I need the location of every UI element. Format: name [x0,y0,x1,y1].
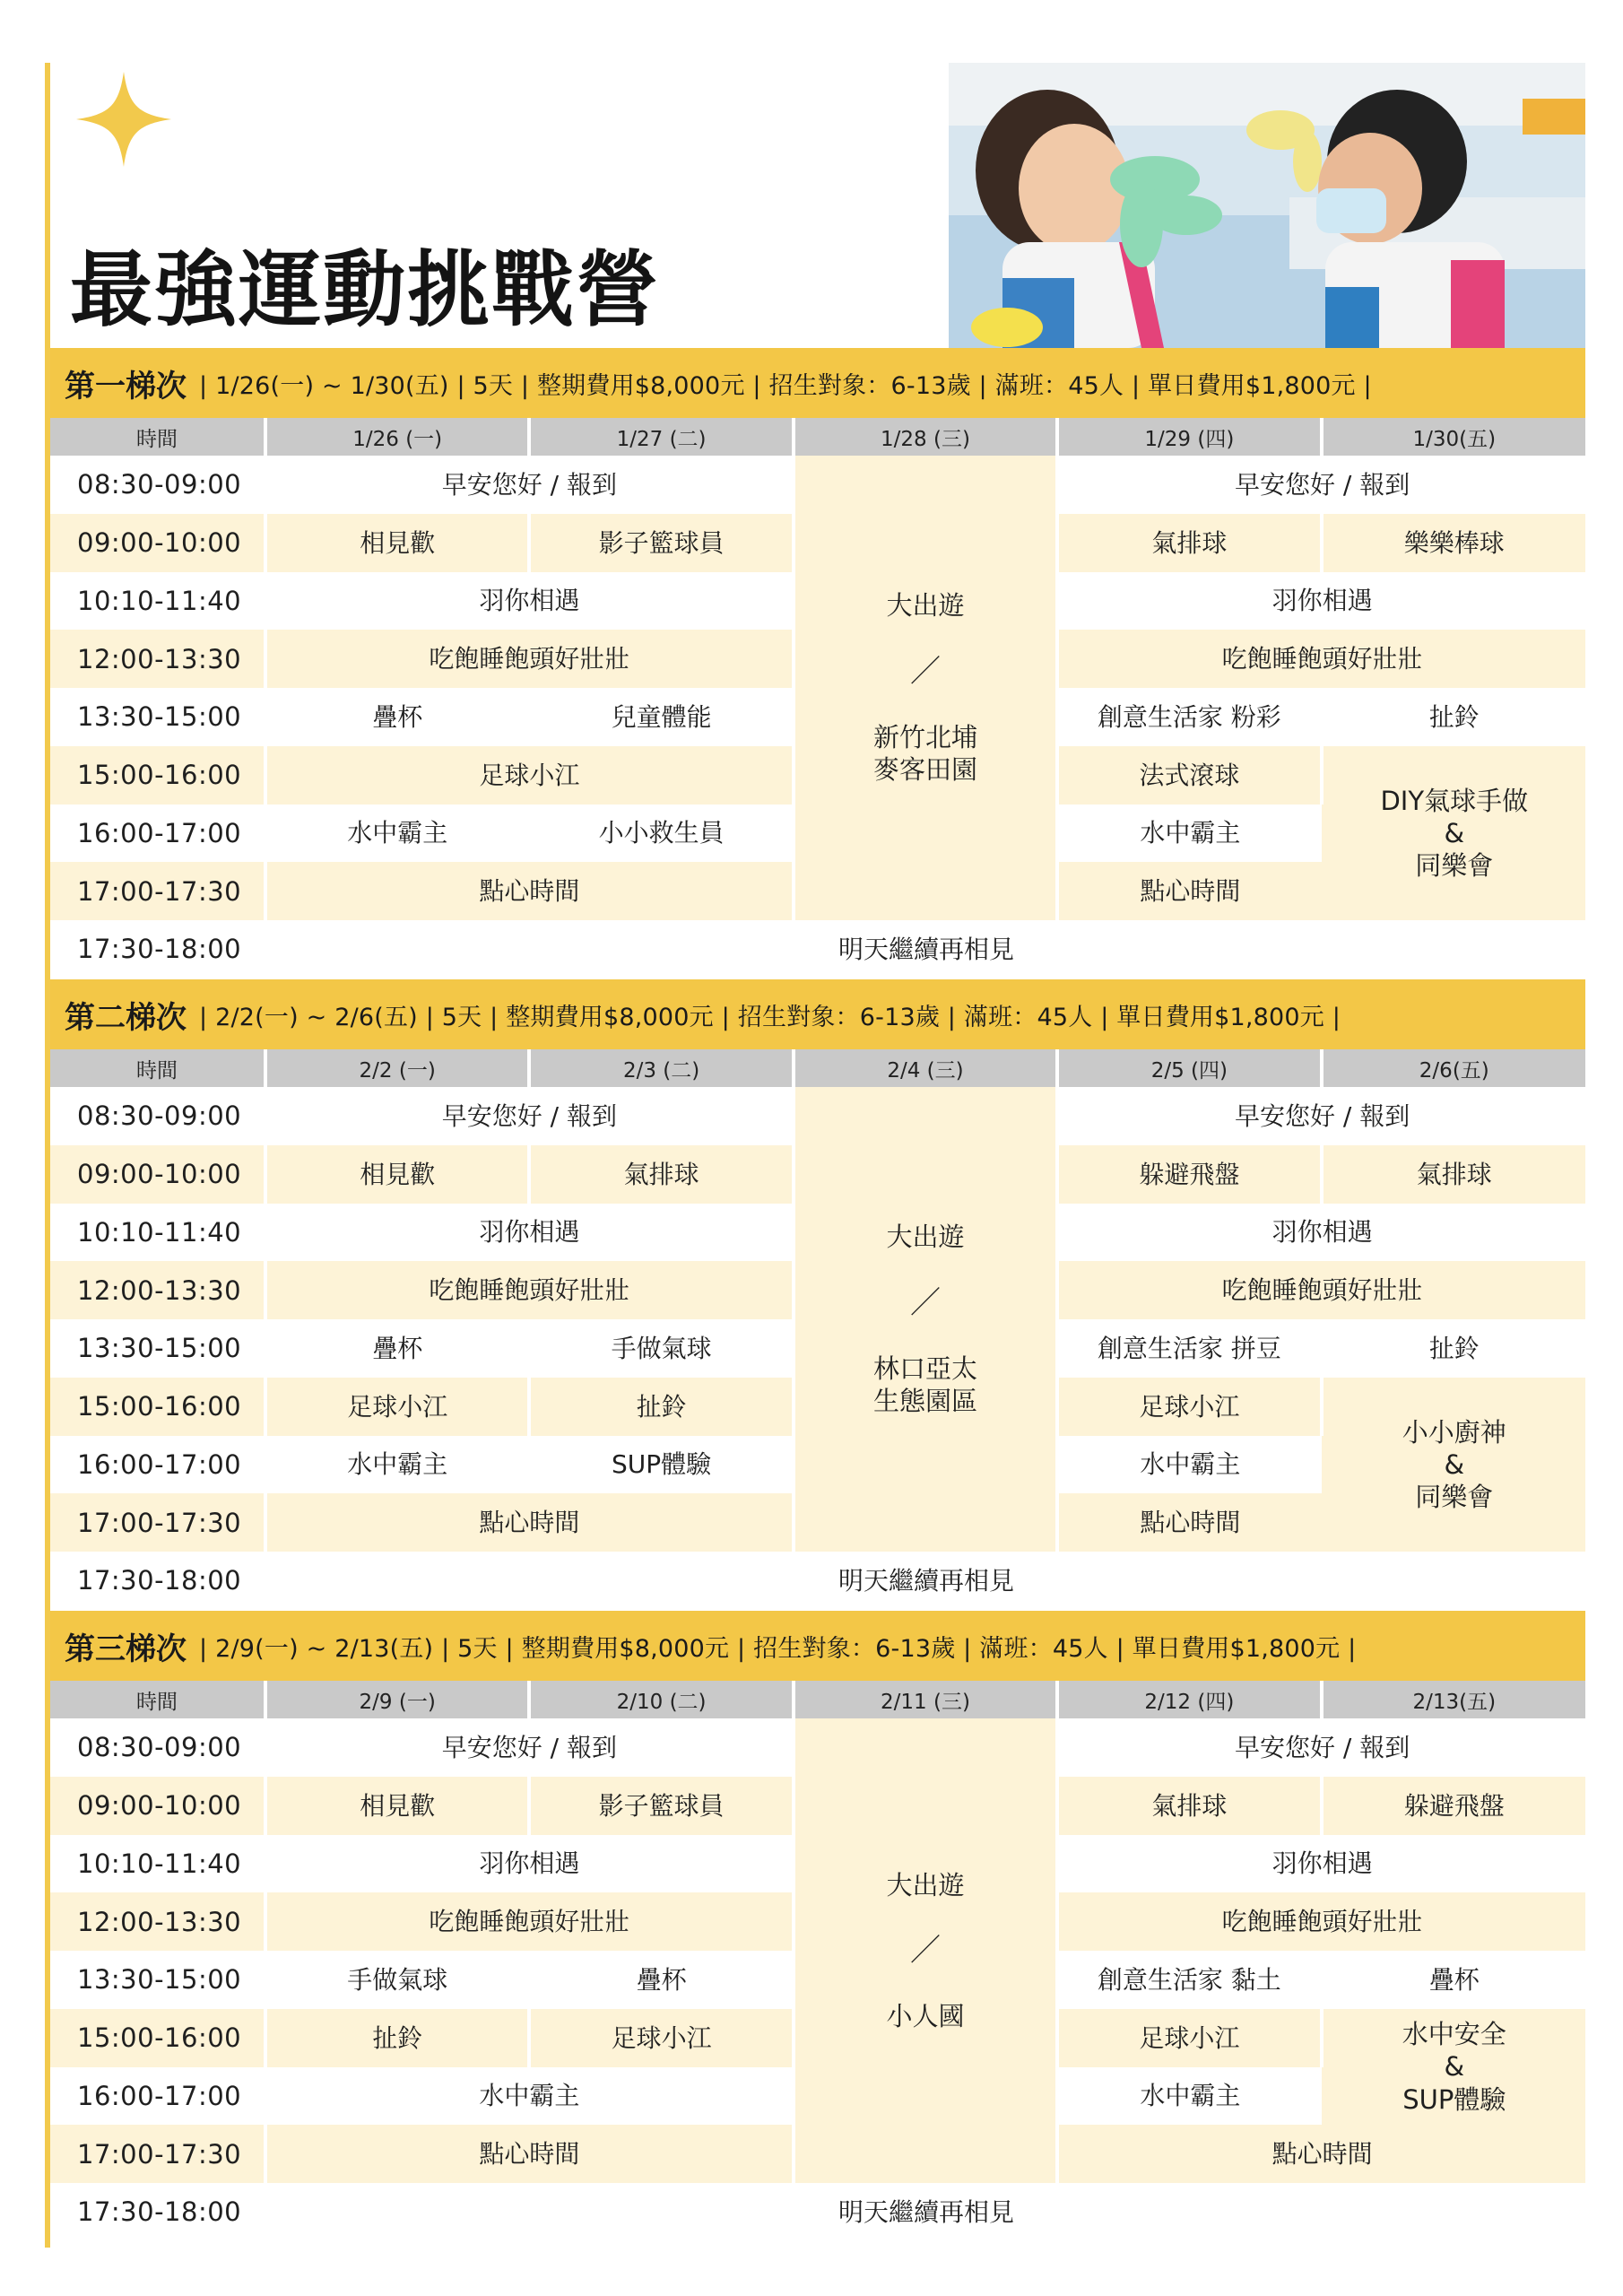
activity-cell: 扯鈴 [265,2009,529,2067]
activity-cell: 手做氣球 [265,1951,529,2009]
column-header: 1/30(五) [1322,418,1585,456]
activity-cell: 羽你相遇 [265,1204,794,1262]
activity-cell: 早安您好 / 報到 [265,1087,794,1145]
activity-cell: 吃飽睡飽頭好壯壯 [1057,1892,1585,1951]
activity-cell: 法式滾球 [1057,746,1321,804]
merged-line: DIY氣球手做 [1380,785,1529,816]
merged-activity-cell [1322,1378,1585,1552]
activity-cell: 羽你相遇 [1057,1204,1585,1262]
table-row [50,456,1585,514]
trip-destination: 生態園區 [872,1386,977,1417]
activity-cell: 氣排球 [1057,514,1321,572]
column-header: 2/6(五) [1322,1049,1585,1087]
trip-cell [794,456,1057,920]
time-cell: 10:10-11:40 [50,1204,265,1262]
activity-cell: 氣排球 [1322,1145,1585,1204]
activity-cell: 樂樂棒球 [1322,514,1585,572]
column-header: 1/26 (一) [265,418,529,456]
column-header: 1/29 (四) [1057,418,1321,456]
activity-cell: 點心時間 [1057,1493,1321,1552]
column-header: 1/28 (三) [794,418,1057,456]
column-header: 2/4 (三) [794,1049,1057,1087]
activity-cell: 創意生活家 黏土 [1057,1951,1321,2009]
column-header: 時間 [50,1681,265,1718]
activity-cell: 早安您好 / 報到 [1057,1718,1585,1777]
activity-cell: 吃飽睡飽頭好壯壯 [265,630,794,688]
session-info: | 2/2(一) ~ 2/6(五) | 5天 | 整期費用$8,000元 | 招生對象：6-13歲 | 滿班：45人 | 單日費用$1,800元 | [199,1003,1341,1031]
activity-cell: 相見歡 [265,514,529,572]
time-cell: 16:00-17:00 [50,1436,265,1494]
trip-destination: 麥客田園 [872,754,977,786]
table-header-row [50,418,1585,456]
column-header: 2/3 (二) [529,1049,793,1087]
time-cell: 08:30-09:00 [50,456,265,514]
activity-cell: 氣排球 [529,1145,793,1204]
merged-line: 水中安全 [1402,2019,1506,2050]
merged-activity-cell [1322,746,1585,920]
table-row [50,920,1585,978]
activity-cell: 吃飽睡飽頭好壯壯 [265,1261,794,1319]
session-name: 第二梯次 [65,999,187,1036]
activity-cell: 足球小江 [1057,2009,1321,2067]
session-1 [50,348,1585,978]
activity-cell: 吃飽睡飽頭好壯壯 [1057,1261,1585,1319]
column-header: 2/9 (一) [265,1681,529,1718]
time-cell: 13:30-15:00 [50,688,265,746]
time-cell: 09:00-10:00 [50,1777,265,1835]
column-header: 2/11 (三) [794,1681,1057,1718]
merged-line: 小小廚神 [1402,1416,1506,1448]
schedule-table [50,418,1585,978]
activity-cell: 扯鈴 [1322,688,1585,746]
activity-cell: 小小救生員 [529,804,793,863]
activity-cell: 足球小江 [265,1378,529,1436]
activity-cell: 創意生活家 粉彩 [1057,688,1321,746]
session-header [50,1611,1585,1681]
activity-cell: 水中霸主 [1057,1436,1321,1494]
activity-cell: 早安您好 / 報到 [265,456,794,514]
column-header: 時間 [50,1049,265,1087]
trip-slash: ／ [909,1932,941,1969]
activity-cell: 早安您好 / 報到 [1057,456,1585,514]
merged-line: 同樂會 [1415,850,1494,881]
activity-cell: 影子籃球員 [529,1777,793,1835]
time-cell: 09:00-10:00 [50,1145,265,1204]
page-title: 最強運動挑戰營 [70,242,661,338]
session-header [50,979,1585,1049]
trip-cell [794,1718,1057,2183]
column-header: 2/12 (四) [1057,1681,1321,1718]
merged-line: SUP體驗 [1402,2083,1506,2115]
activity-cell: 吃飽睡飽頭好壯壯 [265,1892,794,1951]
activity-cell: 羽你相遇 [1057,572,1585,631]
activity-cell: 水中霸主 [1057,2067,1321,2126]
time-cell: 09:00-10:00 [50,514,265,572]
schedule-table [50,1681,1585,2241]
activity-cell: 扯鈴 [529,1378,793,1436]
activity-cell: 疊杯 [1322,1951,1585,2009]
merged-line: 同樂會 [1415,1482,1494,1512]
time-cell: 17:00-17:30 [50,862,265,920]
activity-cell: 明天繼續再相見 [265,920,1585,978]
time-cell: 17:30-18:00 [50,2183,265,2241]
activity-cell: 點心時間 [1057,862,1321,920]
trip-label: 大出遊 [886,1222,965,1253]
activity-cell: 羽你相遇 [265,572,794,631]
time-cell: 17:00-17:30 [50,1493,265,1552]
time-cell: 13:30-15:00 [50,1319,265,1378]
merged-line: & [1444,817,1465,848]
activity-cell: 點心時間 [265,862,794,920]
activity-cell: 水中霸主 [265,804,529,863]
session-2 [50,979,1585,1610]
activity-cell: 水中霸主 [265,2067,794,2126]
time-cell: 16:00-17:00 [50,2067,265,2126]
trip-destination: 新竹北埔 [872,722,977,753]
activity-cell: 早安您好 / 報到 [265,1718,794,1777]
table-row [50,1552,1585,1610]
time-cell: 15:00-16:00 [50,746,265,804]
session-3 [50,1611,1585,2241]
activity-cell: 水中霸主 [265,1436,529,1494]
session-header [50,348,1585,418]
activity-cell: 明天繼續再相見 [265,2183,1585,2241]
time-cell: 12:00-13:30 [50,630,265,688]
activity-cell: 點心時間 [265,1493,794,1552]
table-header-row [50,1049,1585,1087]
time-cell: 12:00-13:30 [50,1261,265,1319]
table-row [50,1087,1585,1145]
column-header: 2/10 (二) [529,1681,793,1718]
time-cell: 08:30-09:00 [50,1087,265,1145]
activity-cell: 疊杯 [265,688,529,746]
time-cell: 17:00-17:30 [50,2125,265,2183]
activity-cell: 羽你相遇 [265,1835,794,1893]
time-cell: 17:30-18:00 [50,1552,265,1610]
trip-slash: ／ [909,1284,941,1321]
activity-cell: 水中霸主 [1057,804,1321,863]
activity-cell: 扯鈴 [1322,1319,1585,1378]
trip-destination: 林口亞太 [872,1353,977,1385]
table-header-row [50,1681,1585,1718]
activity-cell: 兒童體能 [529,688,793,746]
activity-cell: 明天繼續再相見 [265,1552,1585,1610]
activity-cell: 手做氣球 [529,1319,793,1378]
time-cell: 12:00-13:30 [50,1892,265,1951]
table-row [50,2183,1585,2241]
table-row [50,1718,1585,1777]
activity-cell: 相見歡 [265,1145,529,1204]
activity-cell: 相見歡 [265,1777,529,1835]
session-name: 第三梯次 [65,1631,187,1667]
session-info: | 2/9(一) ~ 2/13(五) | 5天 | 整期費用$8,000元 | 招生對象：6-13歲 | 滿班：45人 | 單日費用$1,800元 | [199,1634,1357,1663]
activity-cell: 影子籃球員 [529,514,793,572]
column-header: 時間 [50,418,265,456]
column-header: 2/2 (一) [265,1049,529,1087]
session-name: 第一梯次 [65,368,187,404]
merged-line: & [1444,2051,1465,2083]
merged-activity-cell [1322,2009,1585,2126]
time-cell: 08:30-09:00 [50,1718,265,1777]
trip-label: 大出遊 [886,1869,965,1900]
schedule-table [50,1049,1585,1610]
column-header: 2/13(五) [1322,1681,1585,1718]
time-cell: 15:00-16:00 [50,2009,265,2067]
trip-destination: 小人國 [886,2001,965,2032]
time-cell: 10:10-11:40 [50,572,265,631]
session-info: | 1/26(一) ~ 1/30(五) | 5天 | 整期費用$8,000元 | 招生對象：6-13歲 | 滿班：45人 | 單日費用$1,800元 | [199,371,1372,400]
activity-cell: 羽你相遇 [1057,1835,1585,1893]
time-cell: 15:00-16:00 [50,1378,265,1436]
activity-cell: 創意生活家 拼豆 [1057,1319,1321,1378]
activity-cell: 氣排球 [1057,1777,1321,1835]
trip-cell [794,1087,1057,1552]
trip-slash: ／ [909,653,941,690]
activity-cell: 足球小江 [265,746,794,804]
activity-cell: 躲避飛盤 [1057,1145,1321,1204]
activity-cell: 足球小江 [529,2009,793,2067]
activity-cell: SUP體驗 [529,1436,793,1494]
activity-cell: 疊杯 [529,1951,793,2009]
activity-cell: 疊杯 [265,1319,529,1378]
trip-label: 大出遊 [886,590,965,622]
children-with-balloon-photo [949,63,1585,348]
time-cell: 10:10-11:40 [50,1835,265,1893]
time-cell: 16:00-17:00 [50,804,265,863]
merged-line: & [1444,1448,1465,1480]
activity-cell: 吃飽睡飽頭好壯壯 [1057,630,1585,688]
activity-cell: 躲避飛盤 [1322,1777,1585,1835]
column-header: 1/27 (二) [529,418,793,456]
four-point-star-icon [76,72,171,167]
time-cell: 17:30-18:00 [50,920,265,978]
activity-cell: 早安您好 / 報到 [1057,1087,1585,1145]
activity-cell: 足球小江 [1057,1378,1321,1436]
time-cell: 13:30-15:00 [50,1951,265,2009]
activity-cell: 點心時間 [1057,2125,1585,2183]
activity-cell: 點心時間 [265,2125,794,2183]
column-header: 2/5 (四) [1057,1049,1321,1087]
